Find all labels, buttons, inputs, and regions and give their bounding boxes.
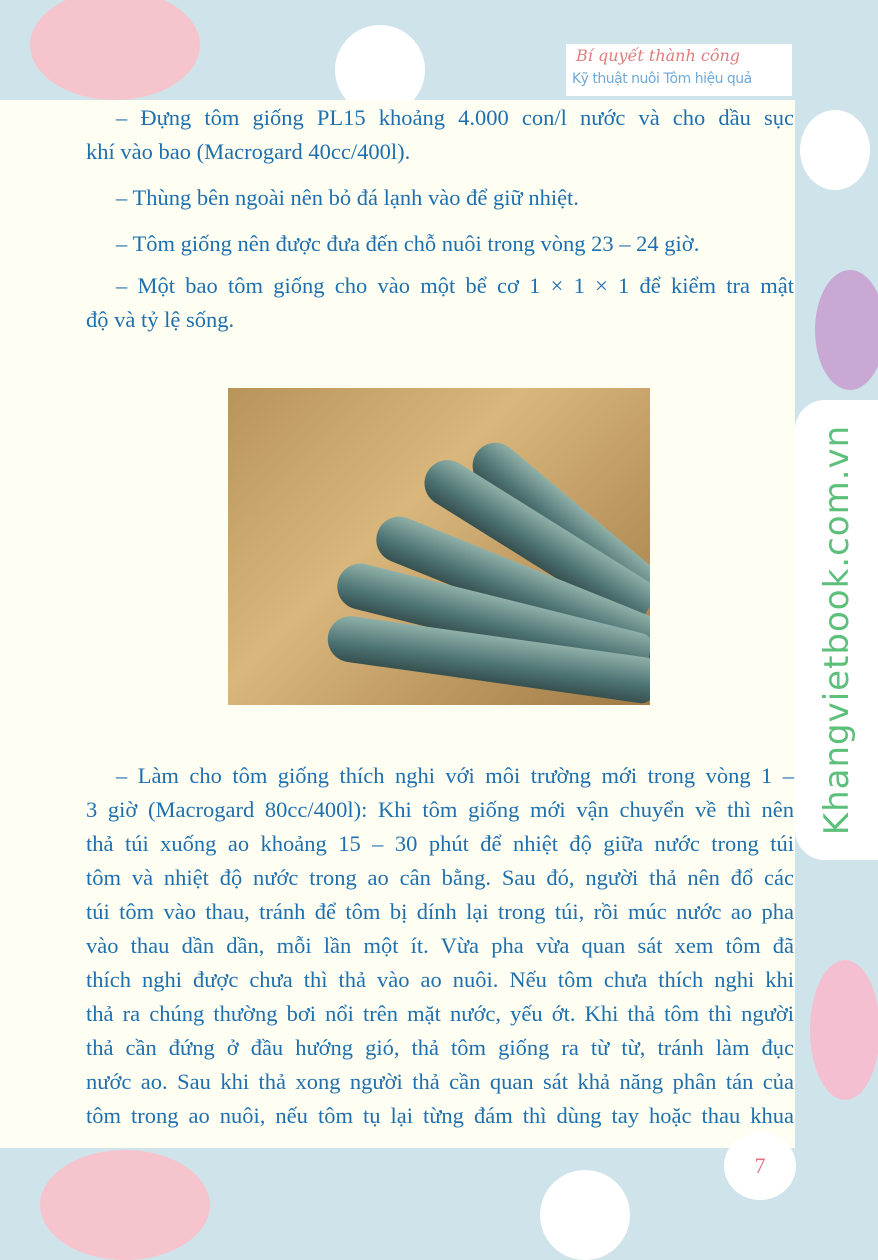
header-title: Bí quyết thành công (576, 46, 741, 65)
text-line: – Đựng tôm giống PL15 khoảng 4.000 con/l nước và cho dầu sục (116, 105, 794, 130)
text-line: tôm trong ao nuôi, nếu tôm tụ lại từng đám thì dùng tay hoặc thau khua (86, 1103, 794, 1128)
text-line: thích nghi được chưa thì thả vào ao nuôi. Nếu tôm chưa thích nghi khi (86, 967, 794, 992)
paragraph (86, 759, 794, 1133)
paragraph (86, 269, 794, 337)
decorative-flower (800, 110, 870, 190)
paragraph (86, 101, 794, 169)
text-line: thả ra chúng thường bơi nổi trên mặt nước, yếu ớt. Khi thả tôm thì người (86, 1001, 794, 1026)
decorative-flower (40, 1150, 210, 1260)
decorative-flower (810, 960, 878, 1100)
page-number: 7 (724, 1132, 796, 1200)
website-label: Khangvietbook.com.vn (816, 424, 857, 836)
header-subtitle: Kỹ thuật nuôi Tôm hiệu quả (572, 71, 752, 87)
text-line: – Một bao tôm giống cho vào một bể cơ 1 × 1 × 1 để kiểm tra mật (116, 273, 794, 298)
running-header (566, 44, 792, 96)
text-line: thả túi xuống ao khoảng 15 – 30 phút để nhiệt độ giữa nước trong túi (86, 831, 794, 856)
shrimp-photo (228, 388, 650, 705)
sidebar-tab (795, 400, 878, 860)
text-line: khí vào bao (Macrogard 40cc/400l). (86, 139, 411, 164)
paragraph (86, 227, 794, 261)
text-line: nước ao. Sau khi thả xong người thả cần quan sát khả năng phân tán của (86, 1069, 794, 1094)
text-line: 3 giờ (Macrogard 80cc/400l): Khi tôm giống mới vận chuyển về thì nên (86, 797, 794, 822)
text-line: thả cần đứng ở đầu hướng gió, thả tôm giống ra từ từ, tránh làm đục (86, 1035, 794, 1060)
decorative-flower (815, 270, 878, 390)
text-line: túi tôm vào thau, tránh để tôm bị dính lại trong túi, rồi múc nước ao pha (86, 899, 794, 924)
text-line: – Tôm giống nên được đưa đến chỗ nuôi trong vòng 23 – 24 giờ. (116, 231, 700, 256)
text-line: vào thau dần dần, mỗi lần một ít. Vừa pha vừa quan sát xem tôm đã (86, 933, 794, 958)
text-line: – Làm cho tôm giống thích nghi với môi trường mới trong vòng 1 – (116, 763, 794, 788)
text-line: độ và tỷ lệ sống. (86, 307, 235, 332)
decorative-flower (540, 1170, 630, 1260)
text-line: tôm và nhiệt độ nước trong ao cân bằng. Sau đó, người thả nên đổ các (86, 865, 794, 890)
paragraph (86, 181, 794, 215)
text-line: – Thùng bên ngoài nên bỏ đá lạnh vào để giữ nhiệt. (116, 185, 579, 210)
decorative-flower (30, 0, 200, 100)
